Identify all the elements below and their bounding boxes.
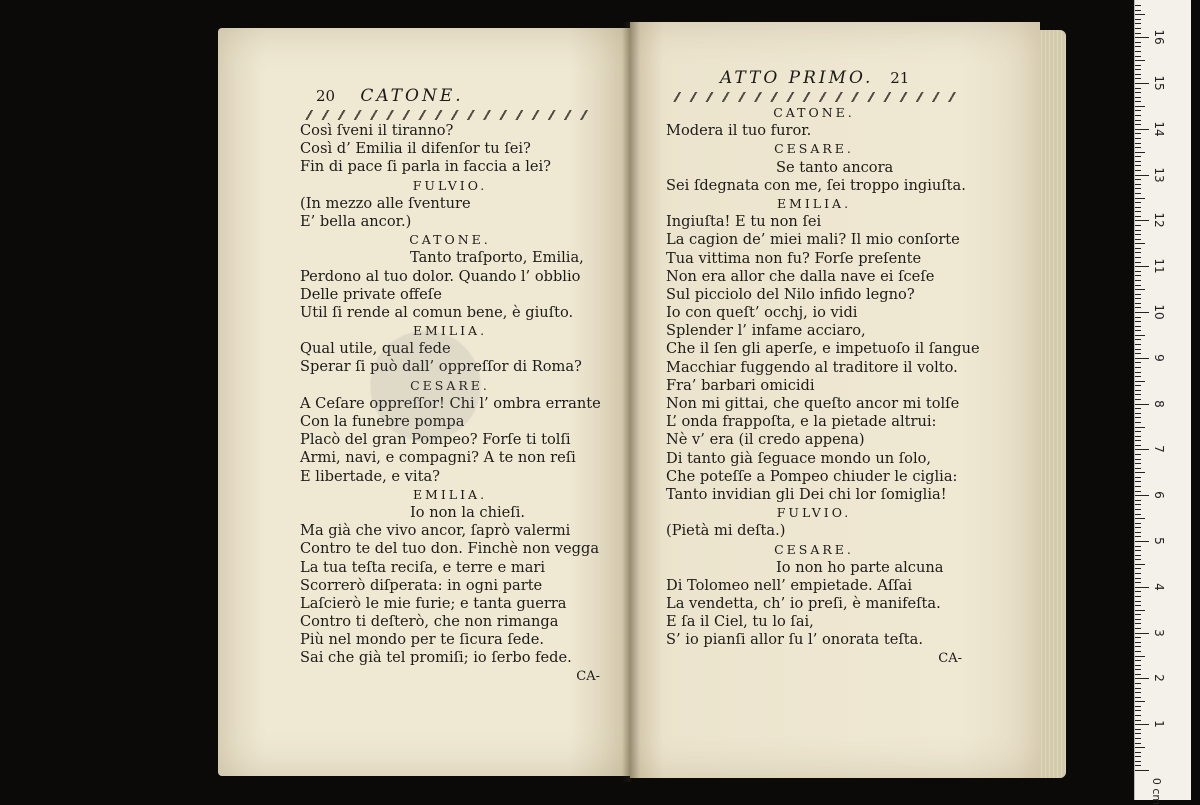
ruler-tick bbox=[1135, 60, 1145, 61]
ruler-tick bbox=[1135, 440, 1141, 441]
ruler-tick bbox=[1135, 591, 1141, 592]
ruler-tick bbox=[1135, 715, 1141, 716]
ruler-tick bbox=[1135, 74, 1141, 75]
ruler-tick bbox=[1135, 271, 1141, 272]
open-book bbox=[210, 22, 1070, 784]
ruler-tick bbox=[1135, 413, 1141, 414]
ruler-tick bbox=[1135, 339, 1141, 340]
ruler-number: 16 bbox=[1152, 29, 1166, 45]
ruler-tick bbox=[1135, 239, 1141, 240]
ruler-tick bbox=[1135, 445, 1141, 446]
verse-line: Io con queſt’ occhj, io vidi bbox=[666, 304, 858, 322]
ruler-number: 13 bbox=[1152, 166, 1166, 183]
speaker-name: FULVIO. bbox=[776, 505, 852, 521]
ruler-unit-label: 0 cm bbox=[1150, 777, 1164, 805]
right-page-number: 21 bbox=[890, 69, 910, 87]
verse-line: La tua teſta reciſa, e terre e mari bbox=[300, 558, 546, 576]
ruler-tick bbox=[1135, 459, 1141, 460]
catchword: CA- bbox=[938, 650, 962, 666]
verse-line: Io non la chieſi. bbox=[410, 503, 526, 521]
ruler-tick bbox=[1135, 756, 1141, 757]
ruler-tick bbox=[1135, 147, 1141, 148]
ruler-tick bbox=[1135, 550, 1141, 551]
verse-line: Ingiuſta! E tu non ſei bbox=[666, 213, 822, 231]
ruler-tick bbox=[1135, 106, 1145, 107]
ruler-tick bbox=[1135, 436, 1141, 437]
ruler-tick bbox=[1135, 303, 1141, 304]
verse-line: Sai che già tel promiſi; io ſerbo fede. bbox=[300, 649, 572, 667]
verse-line: Così ſveni il tiranno? bbox=[300, 122, 454, 139]
ruler-tick bbox=[1135, 266, 1149, 267]
verse-line: Se tanto ancora bbox=[776, 158, 894, 176]
ruler-tick bbox=[1135, 404, 1149, 405]
ruler-tick bbox=[1135, 559, 1141, 560]
speaker-name: EMILIA. bbox=[412, 323, 488, 339]
ruler-tick bbox=[1135, 463, 1141, 464]
ruler-tick bbox=[1135, 472, 1145, 473]
ruler-tick bbox=[1135, 211, 1141, 212]
ruler-tick bbox=[1135, 752, 1141, 753]
ruler-tick bbox=[1135, 207, 1141, 208]
ruler-tick bbox=[1135, 468, 1141, 469]
ruler-tick bbox=[1135, 243, 1145, 244]
verse-line: Qual utile, qual fede bbox=[300, 340, 451, 358]
right-head-title: ATTO PRIMO. bbox=[720, 68, 874, 88]
ruler-tick bbox=[1135, 477, 1141, 478]
ruler-tick bbox=[1135, 280, 1141, 281]
ruler-tick bbox=[1135, 143, 1141, 144]
ruler-tick bbox=[1135, 92, 1141, 93]
ruler-tick bbox=[1135, 568, 1141, 569]
speaker-name: CESARE. bbox=[774, 141, 854, 157]
ruler-tick bbox=[1135, 385, 1141, 386]
ruler-number: 11 bbox=[1152, 258, 1166, 274]
speaker-name: CESARE. bbox=[774, 541, 854, 557]
ruler-tick bbox=[1135, 555, 1141, 556]
ruler-tick bbox=[1135, 124, 1141, 125]
ruler-tick bbox=[1135, 220, 1149, 221]
ruler-tick bbox=[1135, 110, 1141, 111]
ruler-tick bbox=[1135, 161, 1141, 162]
ruler-tick bbox=[1135, 51, 1141, 52]
ruler-tick bbox=[1135, 665, 1141, 666]
left-running-head bbox=[316, 86, 464, 106]
ruler-tick bbox=[1135, 78, 1141, 79]
verse-line: Scorrerò diſperata: in ogni parte bbox=[300, 576, 543, 594]
ruler-tick bbox=[1135, 188, 1141, 189]
ruler-tick bbox=[1135, 536, 1141, 537]
ruler-tick bbox=[1135, 733, 1141, 734]
verse-line: Non mi gittai, che queſto ancor mi tolſe bbox=[666, 395, 960, 412]
ruler-tick bbox=[1135, 532, 1141, 533]
ruler-tick bbox=[1135, 275, 1141, 276]
ruler-tick bbox=[1135, 10, 1141, 11]
verse-line: Così d’ Emilia il difenſor tu ſei? bbox=[300, 140, 531, 158]
verse-line: A Ceſare oppreſſor! Chi l’ ombra errante bbox=[300, 394, 601, 412]
ruler-tick bbox=[1135, 390, 1141, 391]
ruler-tick bbox=[1135, 344, 1141, 345]
verse-line: Sperar ſi può dall’ oppreſſor di Roma? bbox=[300, 358, 582, 376]
verse-line: Sul picciolo del Nilo infido legno? bbox=[666, 285, 915, 303]
ruler-tick bbox=[1135, 701, 1145, 702]
ruler-tick bbox=[1135, 587, 1149, 588]
verse-line: La vendetta, ch’ io preſi, è manifeſta. bbox=[666, 595, 941, 613]
ruler-tick bbox=[1135, 394, 1141, 395]
ruler-number: 5 bbox=[1152, 537, 1166, 545]
right-ornament-rule bbox=[672, 92, 956, 102]
ruler-tick bbox=[1135, 88, 1141, 89]
ruler-tick bbox=[1135, 454, 1141, 455]
ruler-tick bbox=[1135, 335, 1145, 336]
ruler-number: 15 bbox=[1152, 75, 1166, 91]
ruler-tick bbox=[1135, 747, 1145, 748]
ruler-tick bbox=[1135, 504, 1141, 505]
left-page-number: 20 bbox=[316, 87, 336, 105]
ruler-tick bbox=[1135, 252, 1141, 253]
ruler-number: 7 bbox=[1152, 445, 1166, 454]
verse-line: Fra’ barbari omicidi bbox=[666, 376, 815, 394]
ruler-tick bbox=[1135, 120, 1141, 121]
ruler-tick bbox=[1135, 449, 1149, 450]
ruler-tick bbox=[1135, 628, 1141, 629]
ruler-tick bbox=[1135, 697, 1141, 698]
verse-line: Che il ſen gli aperſe, e impetuoſo il ſangue bbox=[666, 340, 980, 358]
ruler-number: 3 bbox=[1152, 628, 1166, 637]
verse-line: (In mezzo alle ſventure bbox=[300, 194, 471, 212]
ruler-tick bbox=[1135, 19, 1141, 20]
ruler-tick bbox=[1135, 761, 1141, 762]
ruler-tick bbox=[1135, 198, 1145, 199]
verse-line: L’ onda frappoſta, e la pietade altrui: bbox=[666, 413, 937, 431]
verse-line: Nè v’ era (il credo appena) bbox=[666, 431, 865, 449]
ruler-tick bbox=[1135, 101, 1141, 102]
ruler-tick bbox=[1135, 582, 1141, 583]
library-watermark bbox=[345, 318, 575, 488]
verse-line: Di tanto già ſeguace mondo un ſolo, bbox=[666, 449, 932, 467]
verse-line: La cagion de’ miei mali? Il mio conſorte bbox=[666, 231, 960, 249]
ruler-tick bbox=[1135, 431, 1141, 432]
verse-line: Contro ti deſterò, che non rimanga bbox=[300, 613, 559, 631]
ruler-tick bbox=[1135, 285, 1141, 286]
ruler-tick bbox=[1135, 564, 1145, 565]
ruler-tick bbox=[1135, 28, 1141, 29]
ruler-tick bbox=[1135, 372, 1141, 373]
ruler-tick bbox=[1135, 115, 1141, 116]
ruler-tick bbox=[1135, 69, 1141, 70]
ruler-tick bbox=[1135, 5, 1141, 6]
ruler-tick bbox=[1135, 720, 1141, 721]
ruler-tick bbox=[1135, 184, 1141, 185]
ruler-tick bbox=[1135, 578, 1141, 579]
verse-line: Che poteſſe a Pompeo chiuder le ciglia: bbox=[666, 467, 958, 485]
ruler-tick bbox=[1135, 362, 1141, 363]
ruler-tick bbox=[1135, 326, 1141, 327]
verse-line: Modera il tuo furor. bbox=[666, 122, 812, 140]
ruler-number: 12 bbox=[1152, 212, 1166, 229]
ruler-tick bbox=[1135, 358, 1149, 359]
ruler-tick bbox=[1135, 307, 1141, 308]
ruler-tick bbox=[1135, 651, 1141, 652]
ruler-tick bbox=[1135, 601, 1141, 602]
verse-line: Io non ho parte alcuna bbox=[776, 558, 944, 576]
ruler-tick bbox=[1135, 289, 1145, 290]
ruler-number: 10 bbox=[1152, 304, 1166, 320]
ruler-tick bbox=[1135, 33, 1141, 34]
ruler-tick bbox=[1135, 399, 1141, 400]
ruler-number: 9 bbox=[1152, 353, 1166, 362]
ruler-tick bbox=[1135, 427, 1145, 428]
ruler-tick bbox=[1135, 523, 1141, 524]
ruler-tick bbox=[1135, 257, 1141, 258]
ruler-number bbox=[1152, 0, 1166, 1]
ruler-tick bbox=[1135, 262, 1141, 263]
ruler-tick bbox=[1135, 417, 1141, 418]
ruler-number: 6 bbox=[1152, 491, 1166, 499]
ruler-tick bbox=[1135, 422, 1141, 423]
verse-line: Delle private offeſe bbox=[300, 285, 442, 303]
ruler-tick bbox=[1135, 642, 1141, 643]
ruler-tick bbox=[1135, 156, 1141, 157]
verse-line: Di Tolomeo nell’ empietade. Aſſai bbox=[666, 576, 913, 594]
ruler-tick bbox=[1135, 14, 1145, 15]
ruler-tick bbox=[1135, 500, 1141, 501]
ruler-tick bbox=[1135, 619, 1141, 620]
ruler-tick bbox=[1135, 312, 1149, 313]
ruler-tick bbox=[1135, 23, 1141, 24]
ruler-tick bbox=[1135, 37, 1149, 38]
ruler-tick bbox=[1135, 481, 1141, 482]
ruler-tick bbox=[1135, 486, 1141, 487]
ruler-tick bbox=[1135, 495, 1149, 496]
left-ornament-rule bbox=[304, 110, 596, 120]
speaker-name: EMILIA. bbox=[776, 195, 852, 211]
ruler-tick bbox=[1135, 353, 1141, 354]
ruler-tick bbox=[1135, 509, 1141, 510]
ruler-tick bbox=[1135, 706, 1141, 707]
catchword: CA- bbox=[576, 668, 600, 684]
verse-line: Util ſi rende al comun bene, è giuſto. bbox=[300, 303, 574, 321]
ruler-number: 1 bbox=[1152, 720, 1166, 728]
ruler-tick bbox=[1135, 674, 1141, 675]
ruler-tick bbox=[1135, 65, 1141, 66]
ruler-tick bbox=[1135, 129, 1149, 130]
ruler-tick bbox=[1135, 527, 1141, 528]
ruler-tick bbox=[1135, 133, 1141, 134]
verse-line: Macchiar fuggendo al traditore il volto. bbox=[666, 358, 958, 376]
ruler-tick bbox=[1135, 179, 1141, 180]
speaker-name: CATONE. bbox=[773, 105, 855, 120]
verse-line: Non era allor che dalla nave ei ſceſe bbox=[666, 267, 935, 285]
verse-line: Con la funebre pompa bbox=[300, 413, 465, 430]
ruler-tick bbox=[1135, 738, 1141, 739]
ruler-tick bbox=[1135, 42, 1141, 43]
ruler-number: 2 bbox=[1152, 674, 1166, 683]
ruler-number: 8 bbox=[1152, 399, 1166, 408]
ruler-tick bbox=[1135, 518, 1145, 519]
ruler-tick bbox=[1135, 573, 1141, 574]
ruler-tick bbox=[1135, 610, 1145, 611]
ruler-tick bbox=[1135, 669, 1141, 670]
verse-line: Più nel mondo per te ſicura ſede. bbox=[300, 631, 545, 649]
ruler-tick bbox=[1135, 165, 1141, 166]
verse-line: E libertade, e vita? bbox=[300, 467, 440, 485]
ruler-tick bbox=[1135, 349, 1141, 350]
ruler-tick bbox=[1135, 514, 1141, 515]
ruler-tick bbox=[1135, 138, 1141, 139]
speaker-name: CATONE. bbox=[409, 232, 491, 248]
ruler-tick bbox=[1135, 688, 1141, 689]
ruler-tick bbox=[1135, 678, 1149, 679]
ruler-number: 14 bbox=[1152, 121, 1166, 137]
ruler-tick bbox=[1135, 248, 1141, 249]
ruler-number: 4 bbox=[1152, 582, 1166, 591]
ruler-tick bbox=[1135, 546, 1141, 547]
right-page bbox=[630, 22, 1040, 778]
ruler-tick bbox=[1135, 170, 1141, 171]
ruler-tick bbox=[1135, 97, 1141, 98]
ruler-tick bbox=[1135, 376, 1141, 377]
ruler-tick bbox=[1135, 637, 1141, 638]
ruler-tick bbox=[1135, 317, 1141, 318]
verse-line: Perdono al tuo dolor. Quando l’ obblio bbox=[300, 267, 581, 285]
page-edges bbox=[1038, 30, 1066, 778]
verse-line: Splender l’ infame acciaro, bbox=[666, 322, 866, 340]
book-gutter bbox=[622, 22, 640, 782]
verse-line: (Pietà mi deſta.) bbox=[666, 522, 786, 540]
speaker-name: FULVIO. bbox=[412, 177, 488, 193]
ruler-tick bbox=[1135, 381, 1145, 382]
verse-line: Ma già che vivo ancor, ſaprò valermi bbox=[300, 522, 571, 540]
right-running-head bbox=[720, 68, 909, 88]
speaker-name: CESARE. bbox=[410, 377, 490, 393]
ruler-tick bbox=[1135, 633, 1149, 634]
ruler-tick bbox=[1135, 225, 1141, 226]
ruler-tick bbox=[1135, 193, 1141, 194]
verse-line: Armi, navi, e compagni? A te non reſi bbox=[300, 449, 576, 467]
ruler-tick bbox=[1135, 330, 1141, 331]
measurement-ruler bbox=[1134, 0, 1191, 805]
ruler-tick bbox=[1135, 321, 1141, 322]
ruler-tick bbox=[1135, 294, 1141, 295]
ruler-tick bbox=[1135, 596, 1141, 597]
verse-line: Sei ſdegnata con me, ſei troppo ingiuſta. bbox=[666, 176, 966, 194]
ruler-tick bbox=[1135, 541, 1149, 542]
ruler-tick bbox=[1135, 367, 1141, 368]
ruler-tick bbox=[1135, 56, 1141, 57]
ruler-tick bbox=[1135, 202, 1141, 203]
verse-line: Tanto invidian gli Dei chi lor ſomiglia! bbox=[666, 485, 947, 503]
ruler-tick bbox=[1135, 692, 1141, 693]
ruler-tick bbox=[1135, 765, 1141, 766]
ruler-tick bbox=[1135, 770, 1149, 771]
ruler-tick bbox=[1135, 408, 1141, 409]
verse-line: Contro te del tuo don. Finchè non vegga bbox=[300, 540, 600, 558]
ruler-tick bbox=[1135, 491, 1141, 492]
ruler-tick bbox=[1135, 152, 1145, 153]
ruler-tick bbox=[1135, 83, 1149, 84]
ruler-tick bbox=[1135, 605, 1141, 606]
ruler-tick bbox=[1135, 46, 1141, 47]
ruler-tick bbox=[1135, 298, 1141, 299]
ruler-tick bbox=[1135, 623, 1141, 624]
verse-line: Placò del gran Pompeo? Forſe ti tolſi bbox=[300, 431, 571, 449]
ruler-tick bbox=[1135, 724, 1149, 725]
ruler-tick bbox=[1135, 743, 1141, 744]
ruler-tick bbox=[1135, 710, 1141, 711]
ruler-tick bbox=[1135, 729, 1141, 730]
ruler-tick bbox=[1135, 216, 1141, 217]
ruler-tick bbox=[1135, 646, 1141, 647]
ruler-tick bbox=[1135, 656, 1145, 657]
ruler-tick bbox=[1135, 234, 1141, 235]
ruler-tick bbox=[1135, 230, 1141, 231]
verse-line: Tanto traſporto, Emilia, bbox=[410, 249, 584, 267]
verse-line: Laſcierò le mie furie; e tanta guerra bbox=[300, 594, 567, 612]
right-page-text bbox=[666, 104, 980, 668]
left-head-title: CATONE. bbox=[360, 86, 464, 106]
ruler-tick bbox=[1135, 683, 1141, 684]
ruler-tick bbox=[1135, 660, 1141, 661]
verse-line: Fin di pace ſi parla in faccia a lei? bbox=[300, 158, 552, 176]
verse-line: E’ bella ancor.) bbox=[300, 212, 412, 230]
ruler-tick bbox=[1135, 175, 1149, 176]
ruler-tick bbox=[1135, 614, 1141, 615]
verse-line: S’ io pianſi allor ſu l’ onorata teſta. bbox=[666, 631, 923, 649]
speaker-name: EMILIA. bbox=[412, 486, 488, 502]
verse-line: Tua vittima non fu? Forſe preſente bbox=[666, 249, 922, 267]
verse-line: E ſa il Ciel, tu lo ſai, bbox=[666, 613, 814, 631]
